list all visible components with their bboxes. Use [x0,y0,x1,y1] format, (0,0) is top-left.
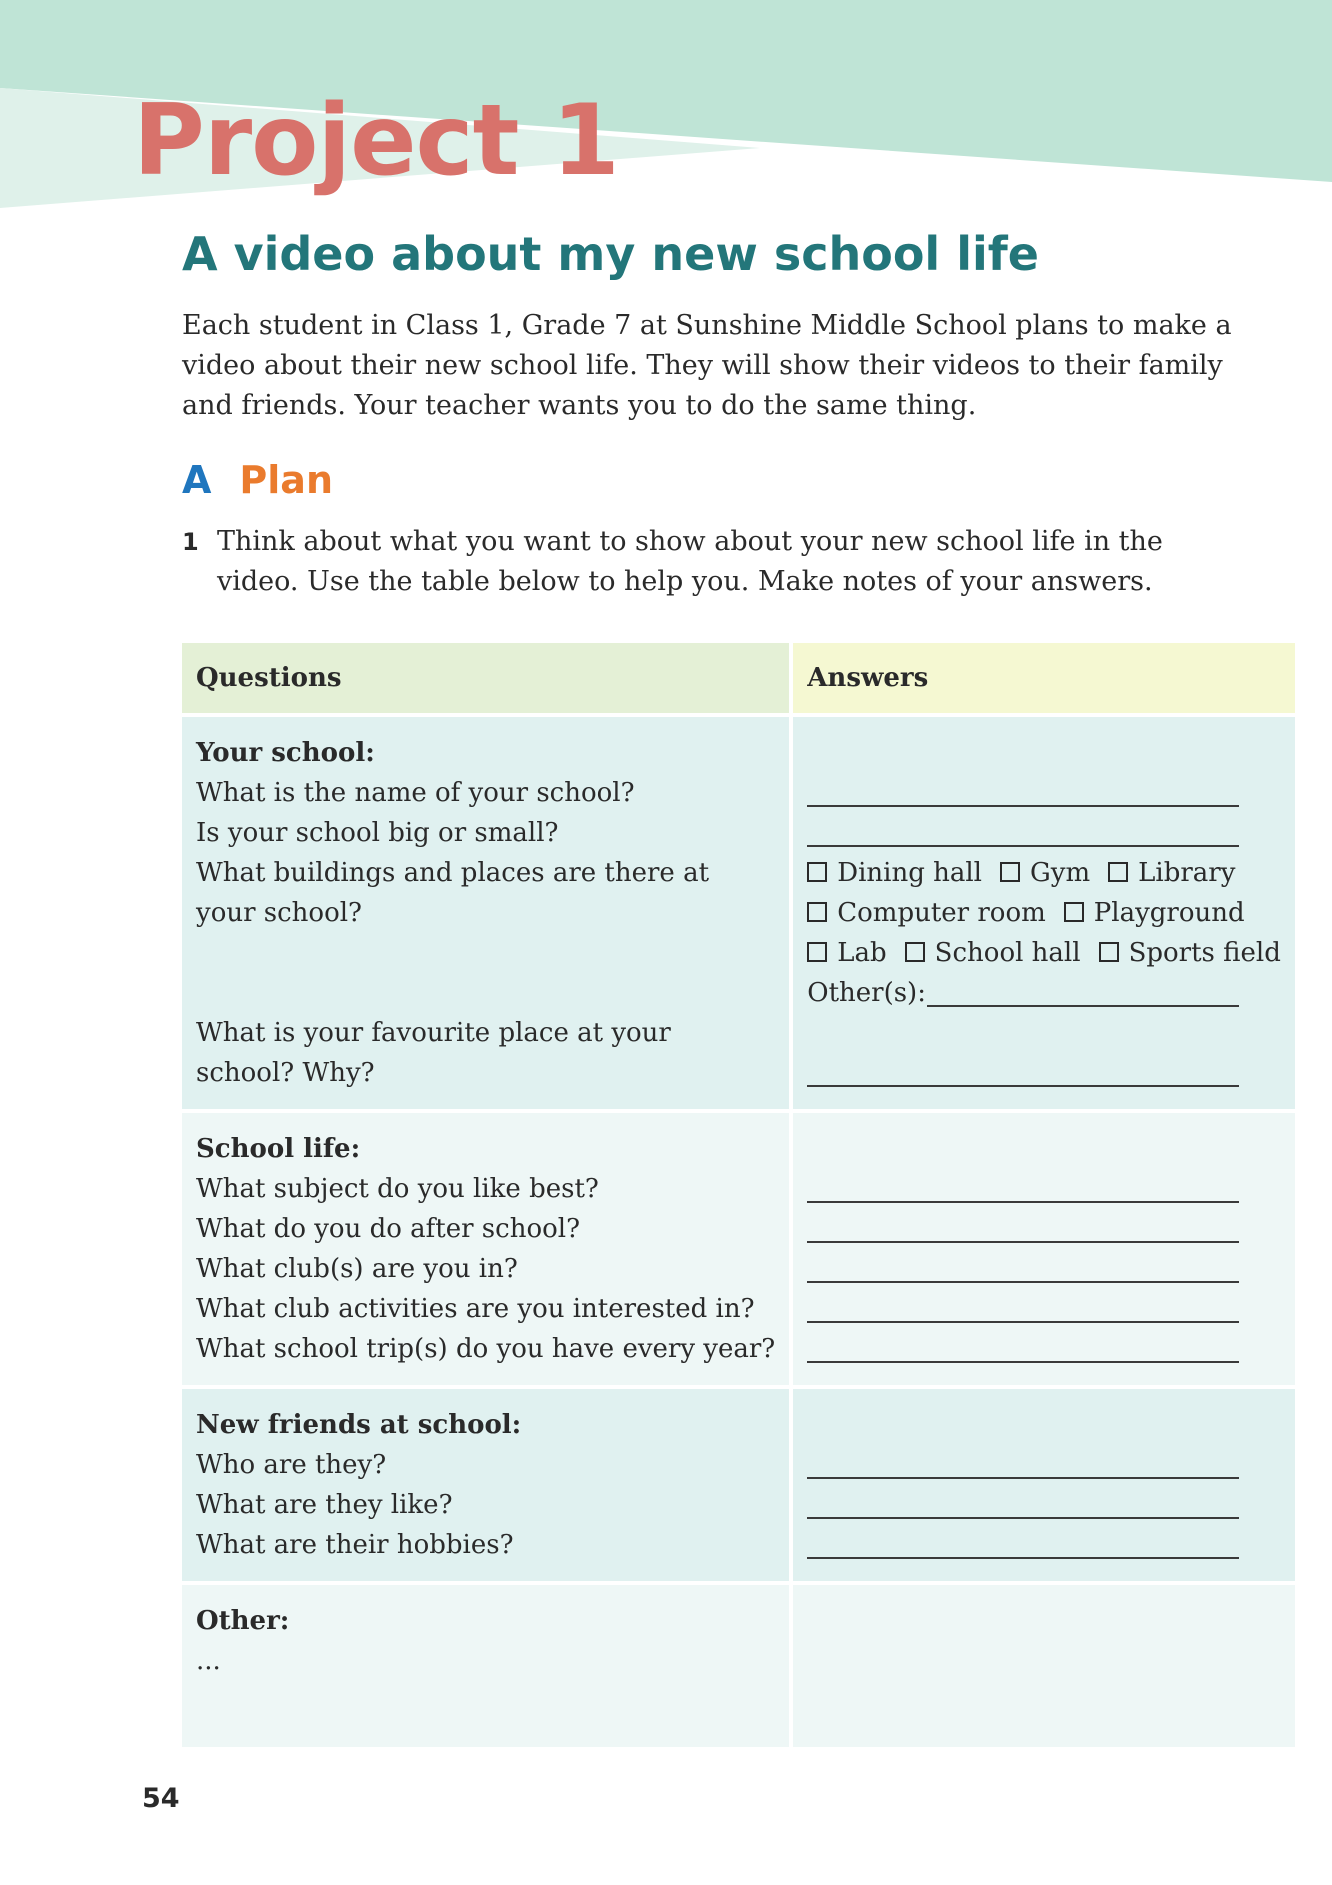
answer-blank[interactable] [807,1201,1239,1203]
question-favourite-line2: school? Why? [196,1058,375,1088]
table-row-school-life [182,1113,1295,1389]
other-label: Other(s): [807,978,926,1008]
answer-blank[interactable] [807,1281,1239,1283]
other-questions [182,1585,793,1751]
answer-blank[interactable] [807,1557,1239,1559]
section-heading [182,458,333,504]
question-item: What are they like? [196,1490,453,1520]
school-life-questions [182,1113,793,1389]
option-gym[interactable]: Gym [1000,858,1090,888]
section-title: Plan [239,458,333,502]
answer-blank-school-name[interactable] [807,805,1239,807]
new-friends-answers [793,1389,1295,1585]
other-title: Other: [196,1606,290,1636]
answer-blank[interactable] [807,1361,1239,1363]
checkbox[interactable] [807,862,827,882]
other-places-row [807,973,1281,1013]
question-item: What school trip(s) do you have every year? [196,1334,776,1364]
task-number: 1 [182,528,199,556]
table-row-other [182,1585,1295,1751]
question-favourite-line1: What is your favourite place at your [196,1018,671,1048]
answer-blank-favourite-place[interactable] [807,1085,1239,1087]
question-item: Who are they? [196,1450,387,1480]
question-item: What club(s) are you in? [196,1254,518,1284]
option-library[interactable]: Library [1108,858,1235,888]
question-item: What are their hobbies? [196,1530,514,1560]
checkbox[interactable] [1000,862,1020,882]
answer-blank[interactable] [807,1321,1239,1323]
option-lab[interactable]: Lab [807,938,886,968]
option-dining-hall[interactable]: Dining hall [807,858,982,888]
table-row-new-friends [182,1389,1295,1585]
table-header-row [182,643,1295,717]
task-instruction [182,522,1242,602]
page-subtitle: A video about my new school life [182,227,1039,281]
answer-blank-other-places[interactable] [927,1005,1239,1007]
other-answers[interactable] [793,1585,1295,1751]
option-school-hall[interactable]: School hall [905,938,1081,968]
section-letter: A [182,458,212,502]
checkbox[interactable] [1108,862,1128,882]
checkbox[interactable] [1064,902,1084,922]
intro-paragraph: Each student in Class 1, Grade 7 at Sunshine Middle School plans to make a video about their new school life. They will show their videos to their family and friends. Your teacher wants you to do the same thing. [182,310,1232,421]
checkbox[interactable] [807,902,827,922]
questions-header: Questions [182,643,793,717]
question-buildings-line2: your school? [196,898,362,928]
checkbox[interactable] [905,942,925,962]
answer-blank[interactable] [807,1517,1239,1519]
project-title: Project 1 [133,84,619,198]
checkbox-row-3 [807,933,1281,973]
answer-blank[interactable] [807,1477,1239,1479]
checkbox[interactable] [1099,942,1119,962]
question-item: What club activities are you interested in? [196,1294,755,1324]
question-school-name: What is the name of your school? [196,778,635,808]
option-sports-field[interactable]: Sports field [1099,938,1281,968]
answer-blank-school-size[interactable] [807,845,1239,847]
your-school-questions [182,717,793,1113]
option-playground[interactable]: Playground [1064,898,1245,928]
question-buildings-line1: What buildings and places are there at [196,858,710,888]
school-life-title: School life: [196,1134,361,1164]
option-computer-room[interactable]: Computer room [807,898,1046,928]
plan-table [182,643,1295,1751]
question-item: What subject do you like best? [196,1174,599,1204]
question-item: What do you do after school? [196,1214,581,1244]
new-friends-title: New friends at school: [196,1410,522,1440]
checkbox[interactable] [807,942,827,962]
your-school-answers [793,717,1295,1113]
other-ellipsis: ... [196,1646,221,1676]
checkbox-row-2 [807,893,1281,933]
answer-blank[interactable] [807,1241,1239,1243]
your-school-title: Your school: [196,738,375,768]
task-text: Think about what you want to show about your new school life in the video. Use the table below to help you. Make notes of your answers. [217,526,1163,597]
page-number: 54 [142,1783,180,1814]
checkbox-row-1 [807,853,1281,893]
table-row-your-school [182,717,1295,1113]
new-friends-questions [182,1389,793,1585]
question-school-size: Is your school big or small? [196,818,559,848]
school-life-answers [793,1113,1295,1389]
answers-header: Answers [793,643,1295,717]
